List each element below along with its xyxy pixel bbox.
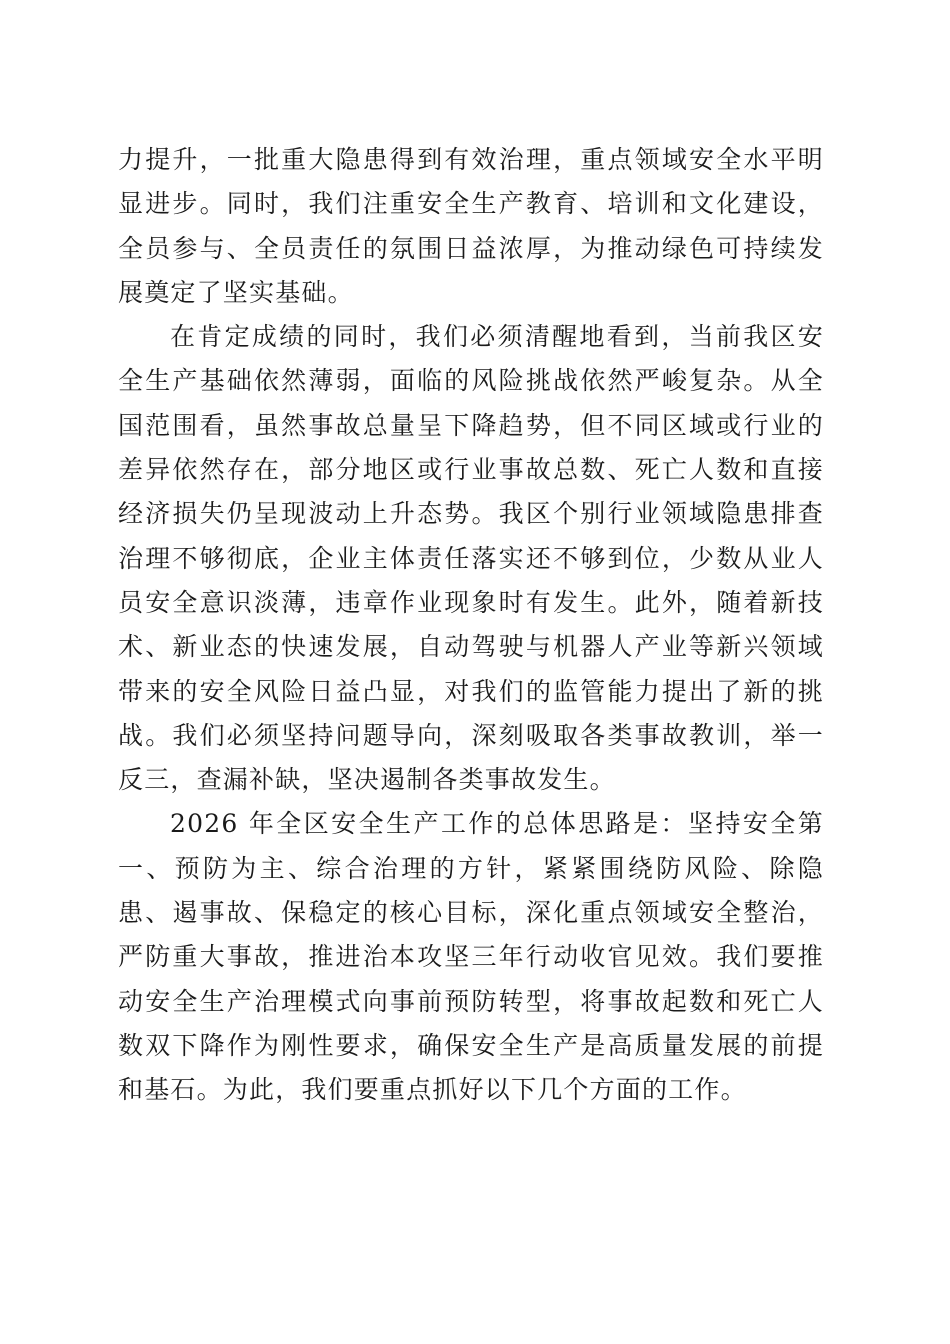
paragraph-challenges: 在肯定成绩的同时，我们必须清醒地看到，当前我区安全生产基础依然薄弱，面临的风险挑战依然严峻复杂。从全国范围看，虽然事故总量呈下降趋势，但不同区域或行业的差异依然存在，部分地区或行业事故总数、死亡人数和直接经济损失仍呈现波动上升态势。我区个别行业领域隐患排查治理不够彻底，企业主体责任落实还不够到位，少数从业人员安全意识淡薄，违章作业现象时有发生。此外，随着新技术、新业态的快速发展，自动驾驶与机器人产业等新兴领域带来的安全风险日益凸显，对我们的监管能力提出了新的挑战。我们必须坚持问题导向，深刻吸取各类事故教训，举一反三，查漏补缺，坚决遏制各类事故发生。 [118, 322, 824, 795]
document-page [118, 138, 824, 1113]
paragraph-overall-approach: 2026 年全区安全生产工作的总体思路是：坚持安全第一、预防为主、综合治理的方针，紧紧围绕防风险、除隐患、遏事故、保稳定的核心目标，深化重点领域安全整治，严防重大事故，推进治本攻坚三年行动收官见效。我们要推动安全生产治理模式向事前预防转型，将事故起数和死亡人数双下降作为刚性要求，确保安全生产是高质量发展的前提和基石。为此，我们要重点抓好以下几个方面的工作。 [118, 809, 824, 1105]
paragraph-continuation: 力提升，一批重大隐患得到有效治理，重点领域安全水平明显进步。同时，我们注重安全生产教育、培训和文化建设，全员参与、全员责任的氛围日益浓厚，为推动绿色可持续发展奠定了坚实基础。 [118, 145, 824, 307]
